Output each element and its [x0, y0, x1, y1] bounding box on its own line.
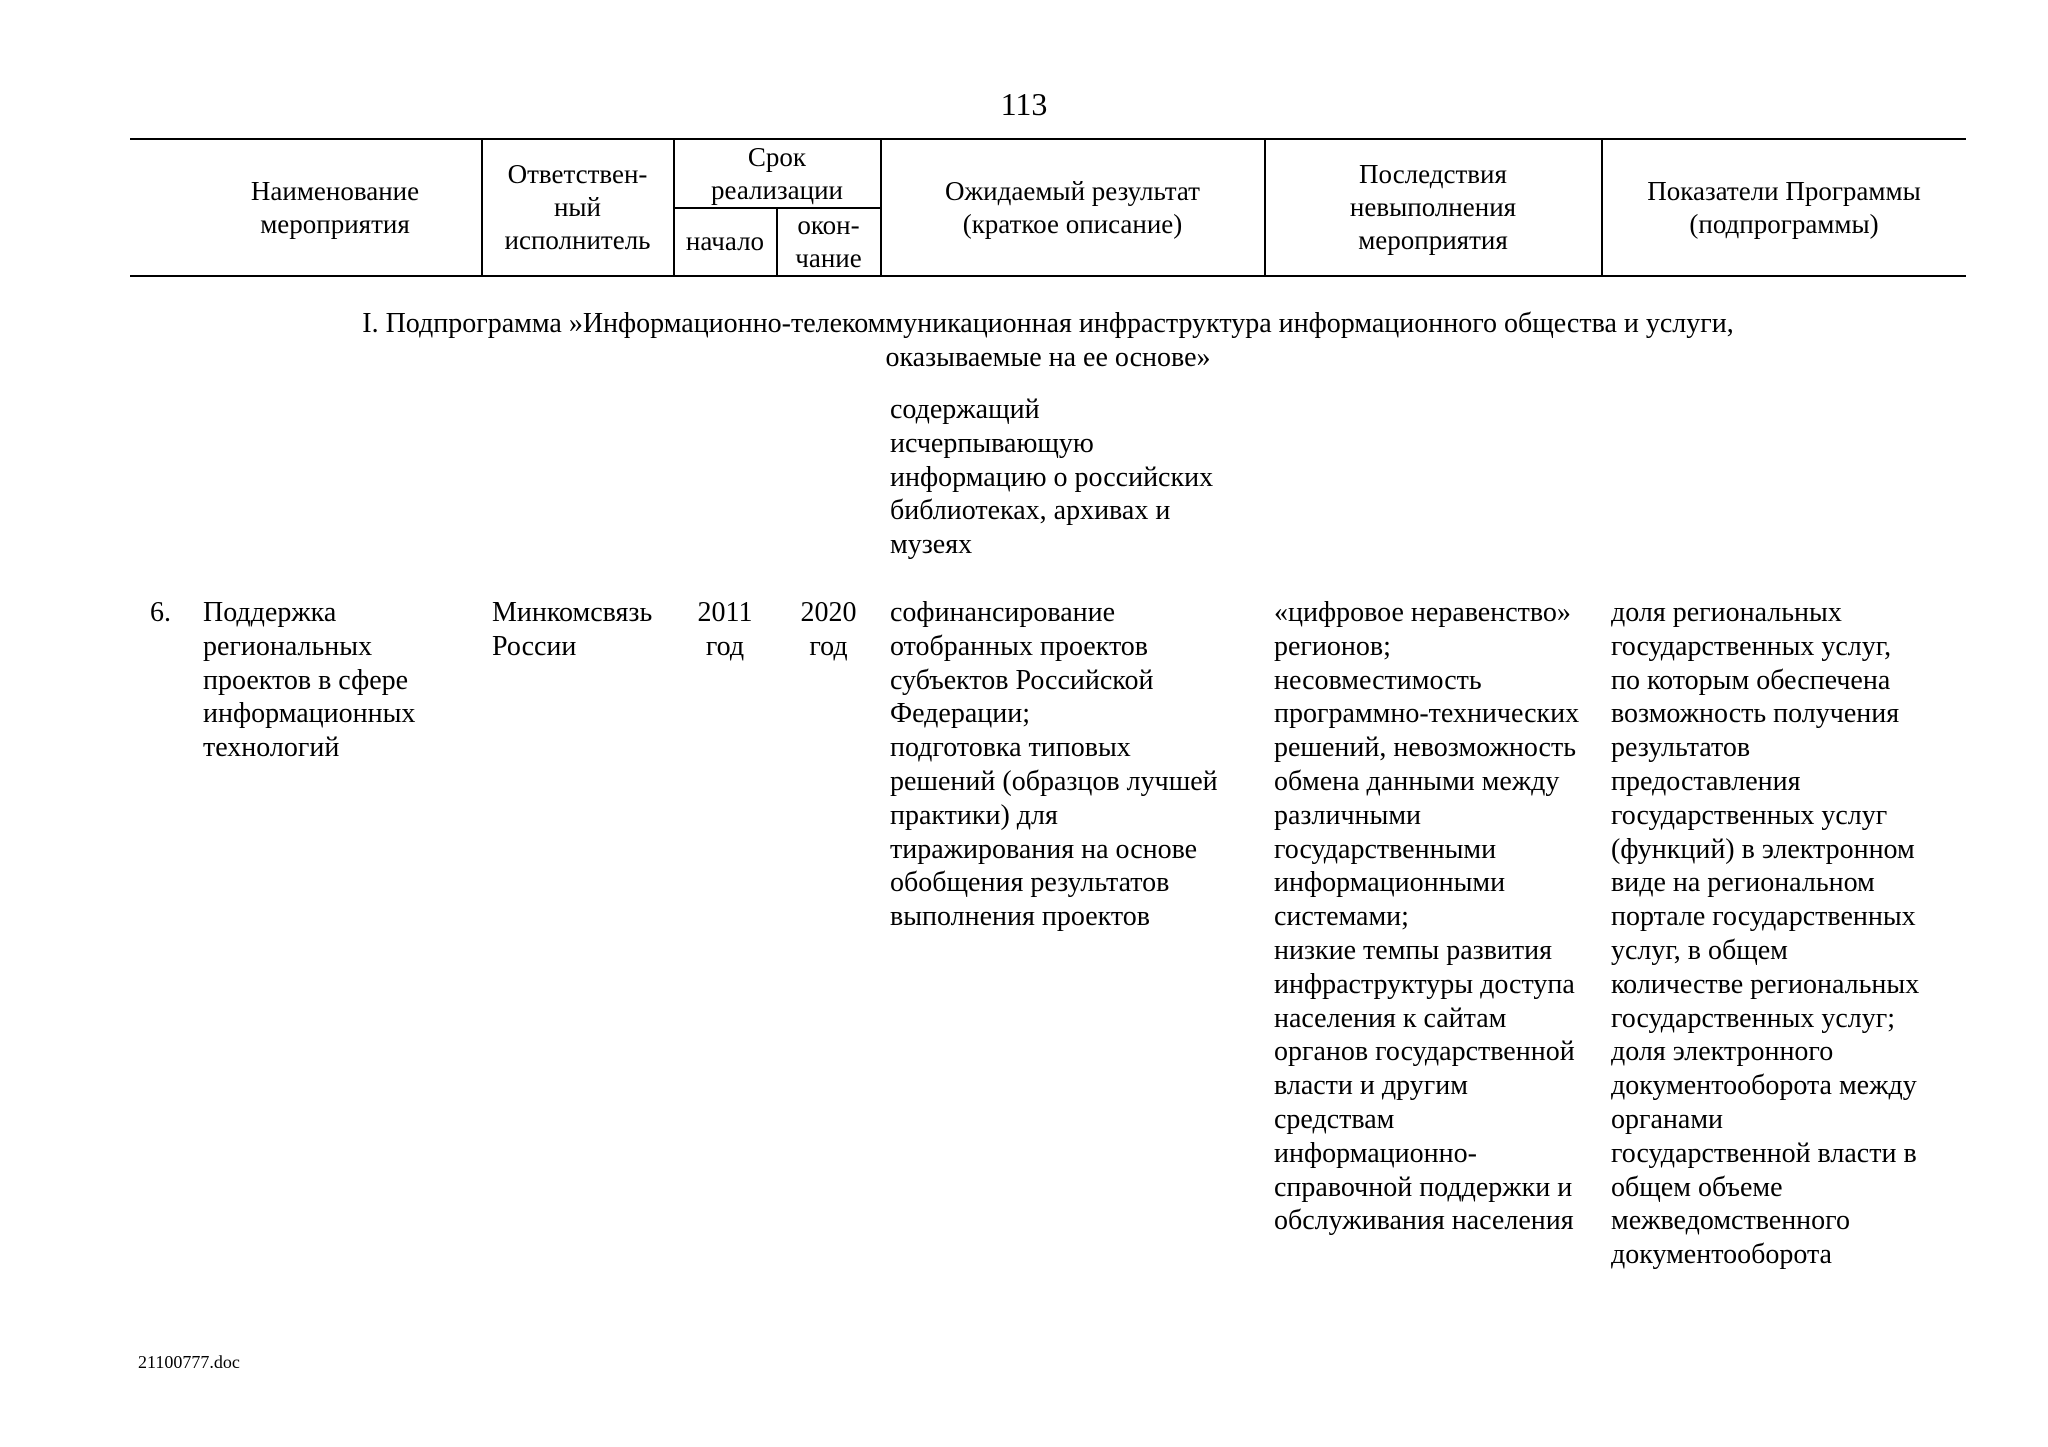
- header-executor: Ответствен- ный исполнитель: [504, 159, 651, 255]
- header-bottom-rule: [130, 275, 1966, 277]
- page-number: 113: [1000, 86, 1048, 122]
- row-executor: Минкомсвязь России: [492, 597, 653, 662]
- row-consequences: «цифровое неравенство» регионов; несовместимость программно-технических решений, невозможность обмена данными между различными государственными информационными системами; низкие темпы развития инфраструктуры доступа населения к сайтам органов государственной власти и другим средствам информационно- справочной поддержки и обслуживания населения: [1274, 597, 1580, 1237]
- header-indicators: Показатели Программы (подпрограммы): [1647, 175, 1921, 239]
- header-expected-result: Ожидаемый результат (краткое описание): [945, 175, 1200, 239]
- file-name-footer: 21100777.doc: [138, 1352, 240, 1372]
- row-indicators: доля региональных государственных услуг, по которым обеспечена возможность получения результатов предоставления государственных услуг (функций) в электронном виде на региональном портале государственных услуг, в общем количестве региональных государственных услуг; доля электронного документооборота между органами государственной власти в общем объеме межведомственного документооборота: [1611, 597, 1920, 1271]
- row-number: 6.: [150, 597, 171, 628]
- header-consequences: Последствия невыполнения мероприятия: [1349, 159, 1517, 255]
- continued-result-text: содержащий исчерпывающую информацию о российских библиотеках, архивах и музеях: [890, 394, 1214, 561]
- section-title: I. Подпрограмма »Информационно-телекоммуникационная инфраструктура информационного общества и услуги, оказываемые на ее основе»: [362, 308, 1734, 373]
- header-period: Срок реализации: [711, 141, 843, 205]
- header-end: окон- чание: [795, 209, 862, 273]
- row-name: Поддержка региональных проектов в сфере информационных технологий: [203, 597, 416, 764]
- row-start: 2011 год: [697, 597, 753, 662]
- header-name: Наименование мероприятия: [250, 175, 420, 239]
- row-end: 2020 год: [800, 597, 857, 662]
- header-start: начало: [685, 226, 765, 256]
- row-expected-result: софинансирование отобранных проектов субъектов Российской Федерации; подготовка типовых решений (образцов лучшей практики) для тиражирования на основе обобщения результатов выполнения проектов: [890, 597, 1218, 933]
